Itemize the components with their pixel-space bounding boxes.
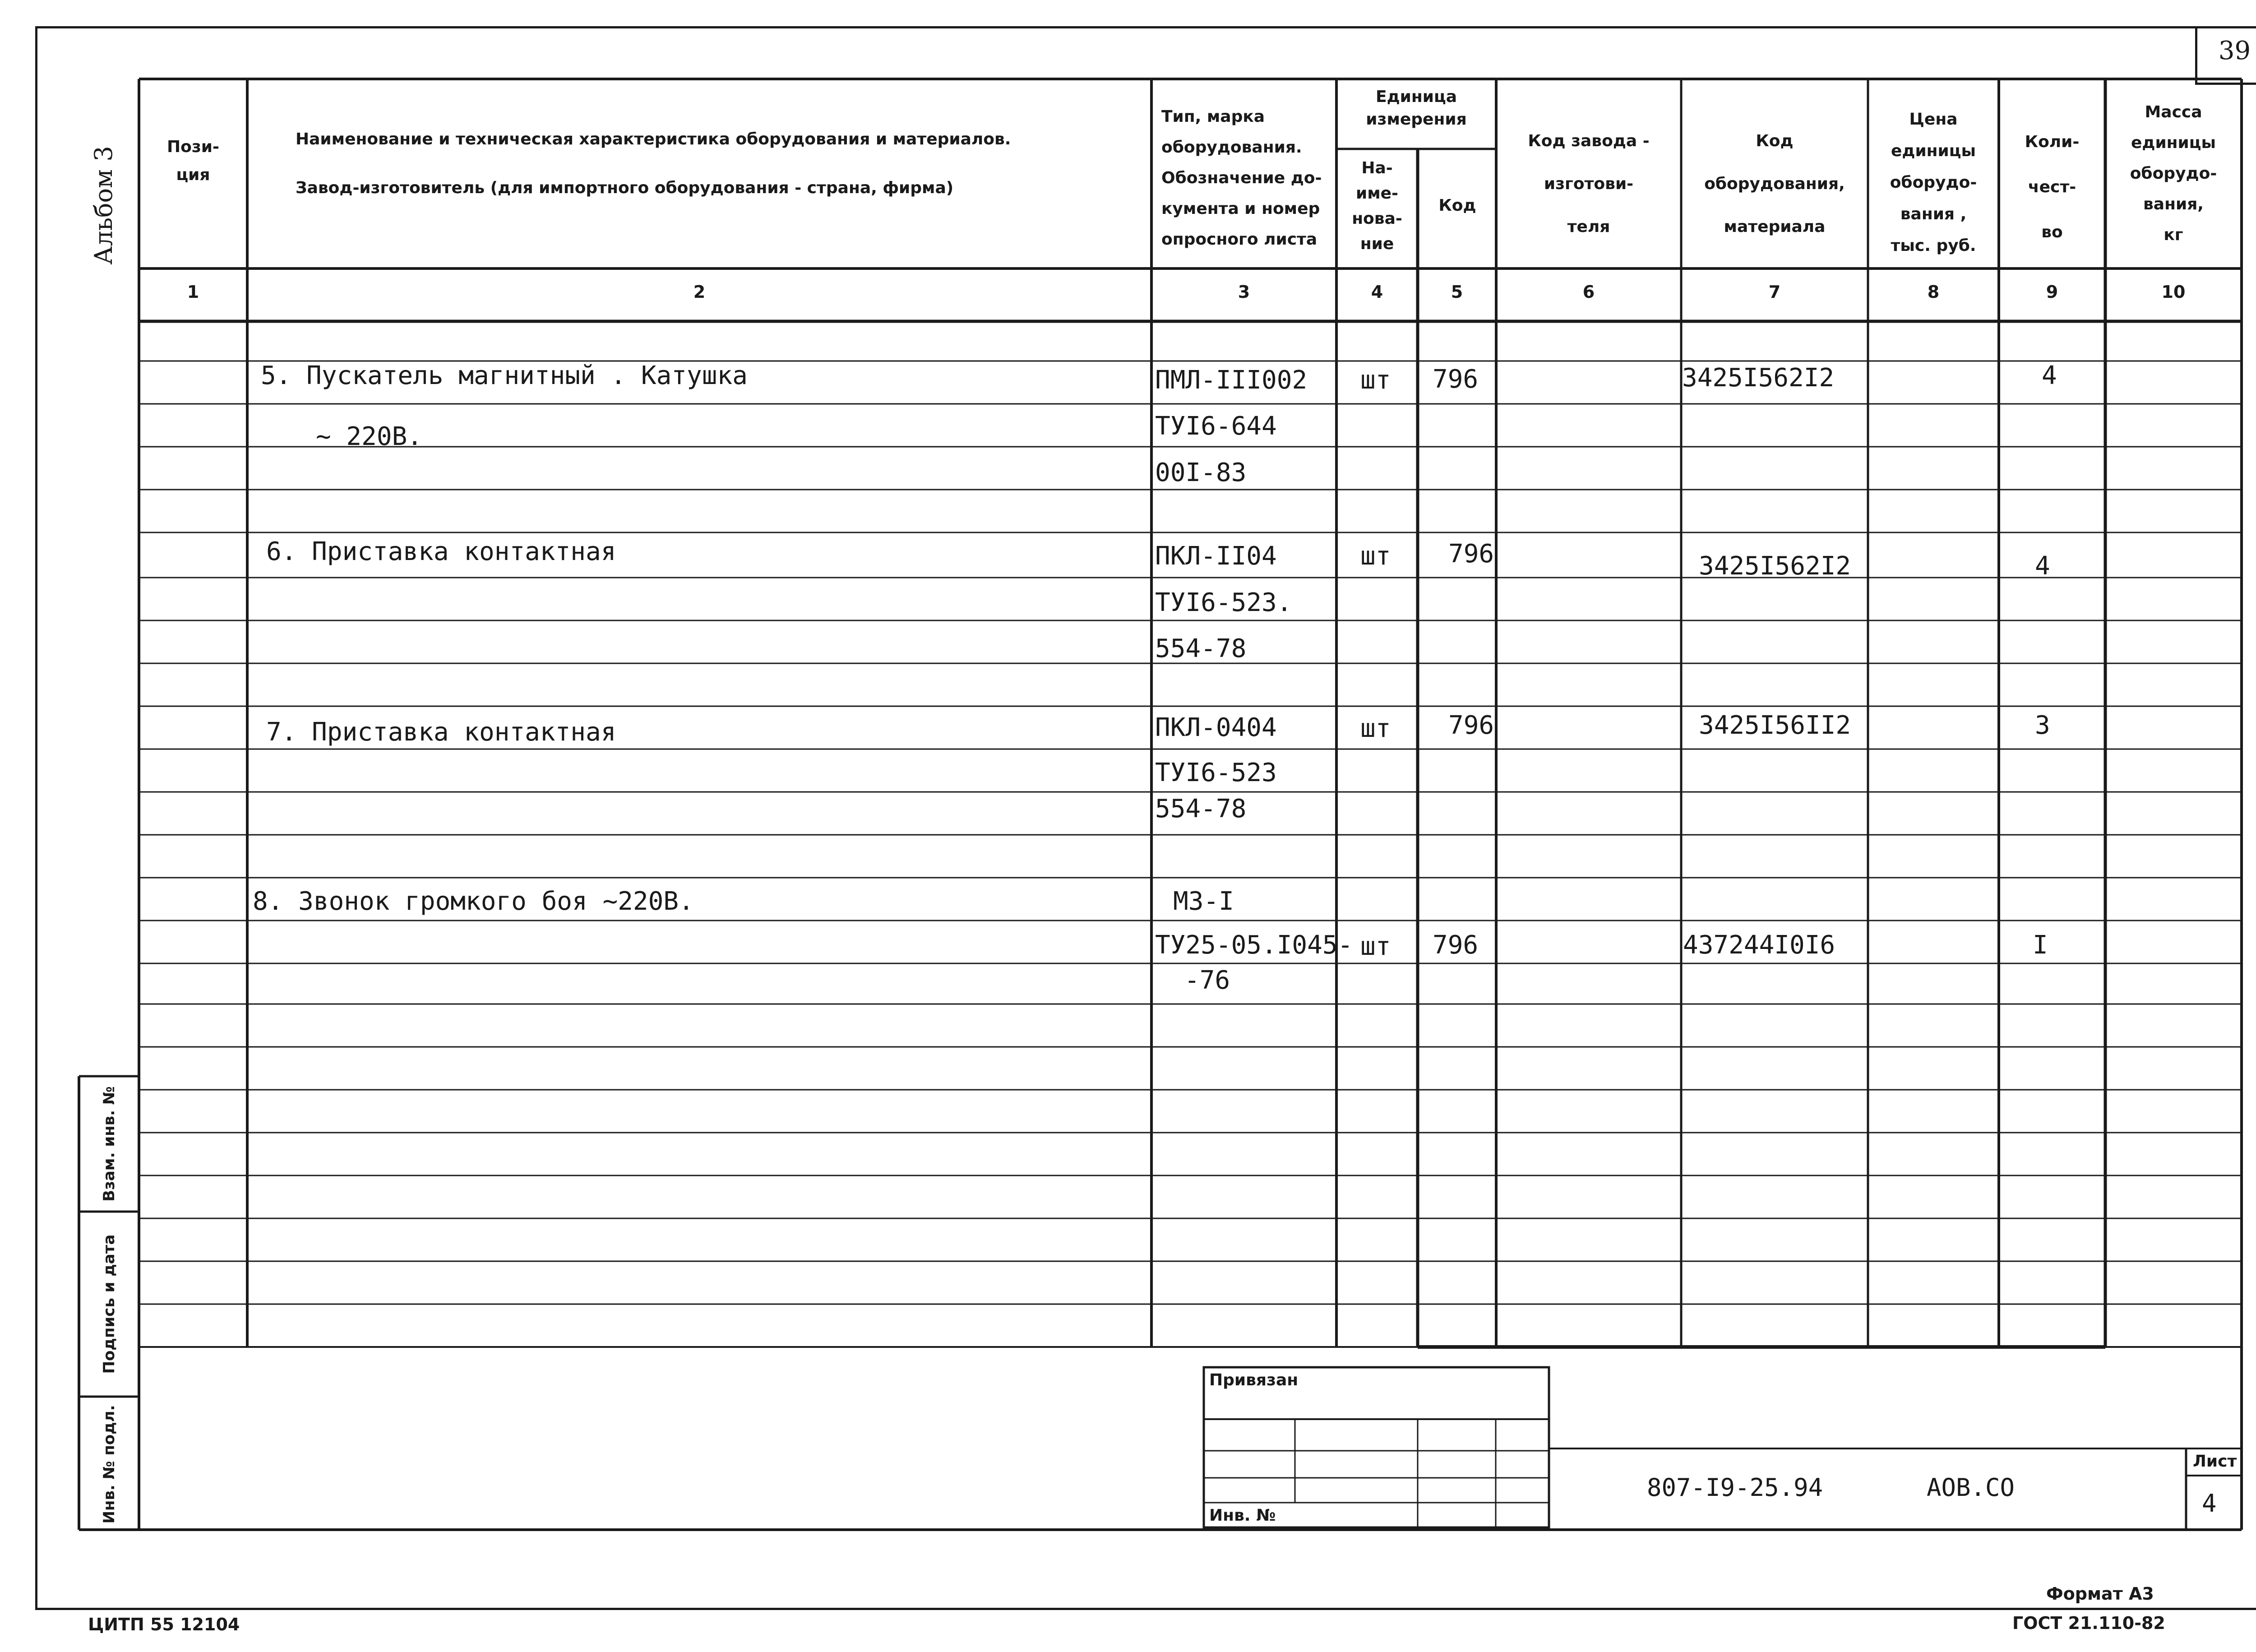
col-number: 8 bbox=[1927, 282, 1940, 302]
item-name: 6. Приставка контактная bbox=[266, 537, 616, 566]
col6-header: Код завода - изготови- теля bbox=[1528, 132, 1650, 236]
item-unit: шт bbox=[1360, 541, 1391, 571]
item-type: 554-78 bbox=[1155, 794, 1247, 824]
item-name: ~ 220В. bbox=[316, 422, 423, 451]
item-qty: 4 bbox=[2035, 551, 2050, 581]
item-type: ПКЛ-0404 bbox=[1155, 713, 1277, 742]
stamp-vzam-inv: Взам. инв. № bbox=[100, 1086, 118, 1202]
stamp-podpis-data: Подпись и дата bbox=[100, 1234, 118, 1374]
item-type: МЗ-I bbox=[1173, 887, 1234, 916]
col5-header: Код bbox=[1438, 196, 1476, 215]
item-type: 00I-83 bbox=[1155, 458, 1247, 487]
item-qty: I bbox=[2033, 930, 2048, 960]
item-code: 796 bbox=[1433, 365, 1479, 394]
col8-header: Цена единицы оборудо- вания , тыс. руб. bbox=[1890, 110, 1977, 255]
item-unit: шт bbox=[1360, 714, 1391, 743]
col1-header: Пози- ция bbox=[167, 138, 219, 184]
stamp-inv-no: Инв. № bbox=[1209, 1506, 1276, 1525]
album-label: Альбом 3 bbox=[89, 146, 118, 265]
item-qty: 4 bbox=[2042, 361, 2057, 390]
col10-header: Масса единицы оборудо- вания, кг bbox=[2130, 103, 2217, 244]
item-type: ТУI6-644 bbox=[1155, 412, 1277, 441]
item-material-code: 437244I0I6 bbox=[1683, 930, 1835, 960]
sheet-number: 4 bbox=[2202, 1489, 2217, 1518]
item-type: ТУI6-523. bbox=[1155, 588, 1292, 617]
page-number: 39 bbox=[2218, 36, 2251, 65]
item-code: 796 bbox=[1448, 539, 1494, 569]
doc-mark: АОВ.СО bbox=[1927, 1473, 2015, 1502]
item-name: 5. Пускатель магнитный . Катушка bbox=[261, 361, 748, 390]
stamp-inv-podl: Инв. № подл. bbox=[100, 1405, 118, 1524]
col9-header: Коли- чест- во bbox=[2025, 133, 2080, 241]
gost-label: ГОСТ 21.110-82 bbox=[2012, 1613, 2165, 1633]
item-code: 796 bbox=[1433, 930, 1479, 960]
item-type: ПКЛ-II04 bbox=[1155, 541, 1277, 571]
col-number: 2 bbox=[693, 282, 706, 302]
item-type: ТУ25-05.I045- bbox=[1155, 930, 1353, 960]
sheet-label: Лист bbox=[2193, 1452, 2237, 1471]
item-type: ТУI6-523 bbox=[1155, 758, 1277, 787]
item-code: 796 bbox=[1448, 711, 1494, 740]
item-unit: шт bbox=[1360, 932, 1391, 961]
item-qty: 3 bbox=[2035, 711, 2050, 740]
item-type: ПМЛ-III002 bbox=[1155, 366, 1308, 395]
col-number: 10 bbox=[2161, 282, 2186, 302]
col7-header: Код оборудования, материала bbox=[1704, 132, 1845, 236]
item-unit: шт bbox=[1360, 366, 1391, 395]
item-type: 554-78 bbox=[1155, 634, 1247, 663]
col-number: 4 bbox=[1371, 282, 1383, 302]
item-material-code: 3425I56II2 bbox=[1699, 711, 1851, 740]
item-material-code: 3425I562I2 bbox=[1699, 551, 1851, 581]
doc-code: 807-I9-25.94 bbox=[1647, 1473, 1823, 1502]
format-label: Формат А3 bbox=[2046, 1584, 2154, 1604]
col-number: 6 bbox=[1582, 282, 1595, 302]
col-number: 9 bbox=[2046, 282, 2058, 302]
col4-header: На- име- нова- ние bbox=[1352, 159, 1402, 253]
col-number: 5 bbox=[1451, 282, 1463, 302]
col3-header: Тип, марка оборудования. Обозначение до- кумента и номер опросного листа bbox=[1161, 107, 1322, 249]
item-name: 8. Звонок громкого боя ~220В. bbox=[253, 887, 694, 916]
col-number: 1 bbox=[187, 282, 199, 302]
col-number: 7 bbox=[1768, 282, 1781, 302]
col-number: 3 bbox=[1238, 282, 1250, 302]
stamp-privyazan: Привязан bbox=[1209, 1371, 1299, 1389]
item-name: 7. Приставка контактная bbox=[266, 717, 616, 747]
publisher-label: ЦИТП 55 12104 bbox=[88, 1615, 240, 1634]
item-material-code: 3425I562I2 bbox=[1682, 363, 1835, 393]
item-type: -76 bbox=[1184, 966, 1230, 995]
col2-header: Наименование и техническая характеристика оборудования и материалов. Завод-изготовитель (для импортного оборудования - страна, фирма) bbox=[296, 130, 1011, 197]
unit-header: Единица измерения bbox=[1366, 88, 1467, 129]
